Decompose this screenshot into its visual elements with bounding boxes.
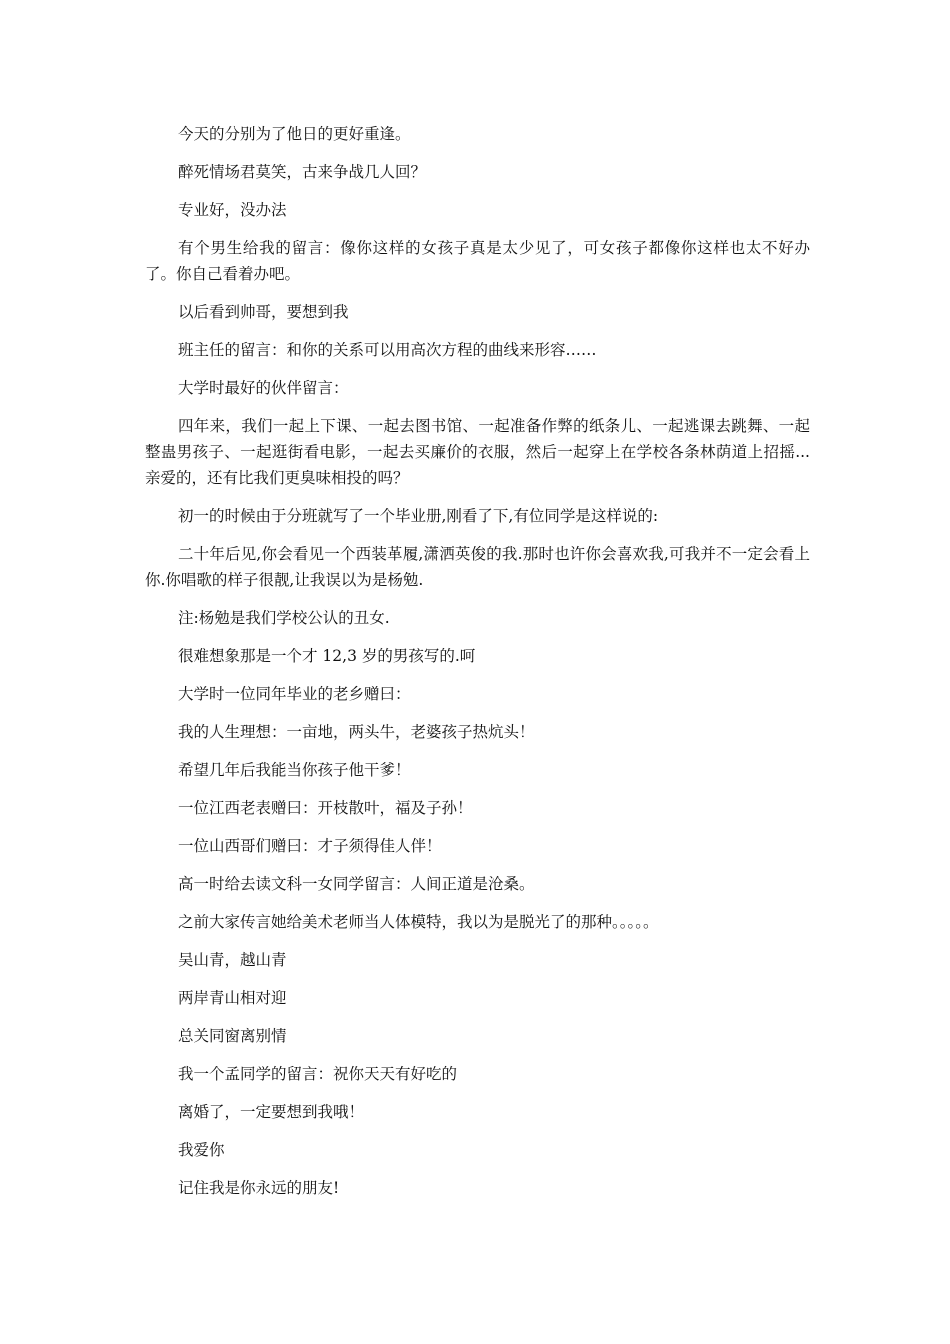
- paragraph: 大学时最好的伙伴留言：: [178, 379, 349, 397]
- paragraph: 以后看到帅哥，要想到我: [178, 303, 349, 321]
- paragraph: 希望几年后我能当你孩子他干爹！: [178, 761, 411, 779]
- paragraph: 很难想象那是一个才 12,3 岁的男孩写的.呵: [178, 647, 476, 665]
- paragraph: 醉死情场君莫笑，古来争战几人回？: [178, 163, 427, 181]
- paragraph: 记住我是你永远的朋友!: [178, 1179, 340, 1197]
- paragraph: 有个男生给我的留言：像你这样的女孩子真是太少见了，可女孩子都像你这样也太不好办了。你自己看着办吧。: [145, 239, 810, 283]
- paragraph: 高一时给去读文科一女同学留言：人间正道是沧桑。: [178, 875, 535, 893]
- paragraph: 之前大家传言她给美术老师当人体模特，我以为是脱光了的那种。。。。。: [178, 913, 659, 931]
- paragraph: 注:杨勉是我们学校公认的丑女.: [178, 609, 390, 627]
- paragraph: 我爱你: [178, 1141, 225, 1159]
- paragraph: 一位江西老表赠曰：开枝散叶，福及子孙！: [178, 799, 473, 817]
- paragraph: 四年来，我们一起上下课、一起去图书馆、一起准备作弊的纸条儿、一起逃课去跳舞、一起整蛊男孩子、一起逛街看电影，一起去买廉价的衣服，然后一起穿上在学校各条林荫道上招摇... 亲爱的，还有比我们更臭味相投的吗？: [145, 417, 810, 487]
- paragraph: 初一的时候由于分班就写了一个毕业册,刚看了下,有位同学是这样说的:: [178, 507, 659, 525]
- document-body: [145, 121, 810, 1213]
- paragraph: 两岸青山相对迎: [178, 989, 287, 1007]
- paragraph: 一位山西哥们赠曰：才子须得佳人伴！: [178, 837, 442, 855]
- paragraph: 吴山青，越山青: [178, 951, 287, 969]
- paragraph: 今天的分别为了他日的更好重逢。: [178, 125, 411, 143]
- paragraph: 我的人生理想：一亩地，两头牛，老婆孩子热炕头！: [178, 723, 535, 741]
- paragraph: 二十年后见,你会看见一个西装革履,潇洒英俊的我.那时也许你会喜欢我,可我并不一定会看上你.你唱歌的样子很靓,让我误以为是杨勉.: [145, 545, 810, 589]
- paragraph: 总关同窗离别情: [178, 1027, 287, 1045]
- paragraph: 离婚了，一定要想到我哦！: [178, 1103, 365, 1121]
- paragraph: 专业好，没办法: [178, 201, 287, 219]
- paragraph: 大学时一位同年毕业的老乡赠曰：: [178, 685, 411, 703]
- paragraph: 班主任的留言：和你的关系可以用高次方程的曲线来形容……: [178, 341, 597, 359]
- paragraph: 我一个孟同学的留言：祝你天天有好吃的: [178, 1065, 458, 1083]
